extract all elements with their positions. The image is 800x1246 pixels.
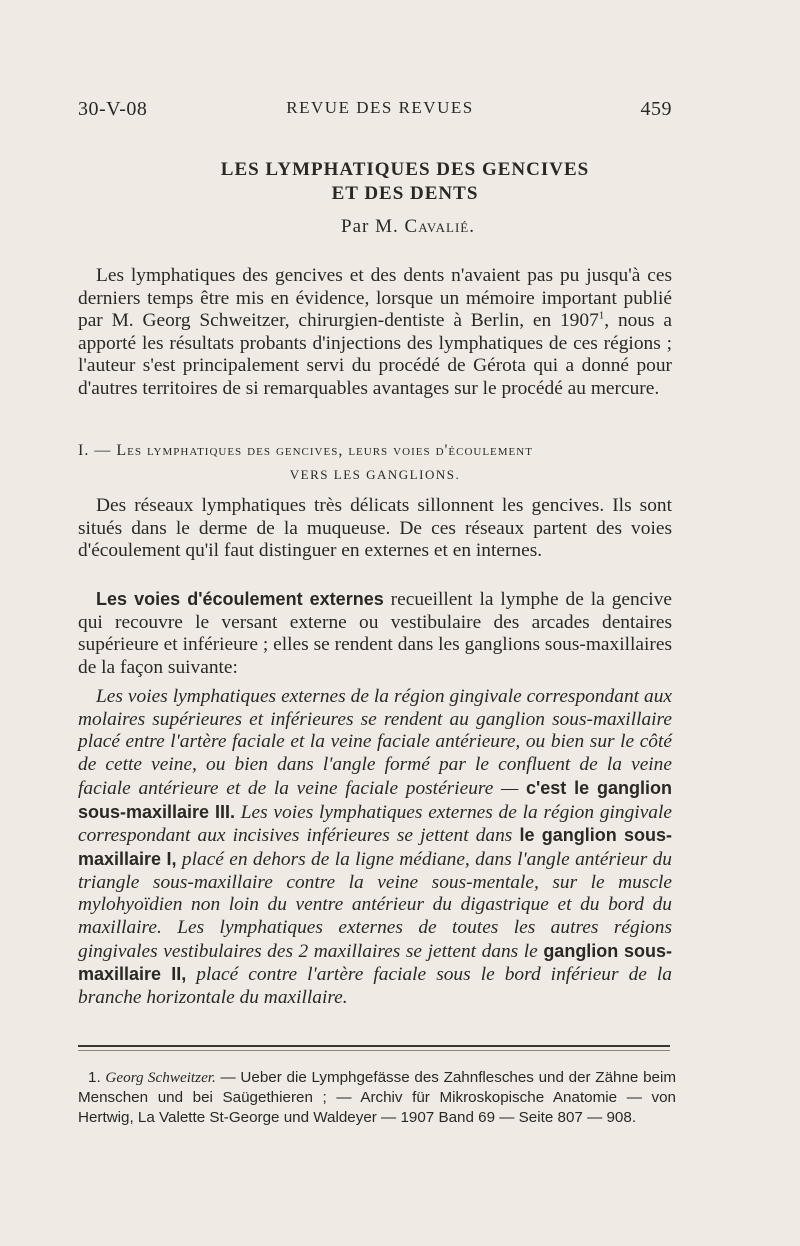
- article-title: [78, 158, 672, 206]
- external-routes-term: Les voies d'écoulement externes: [96, 589, 384, 609]
- paragraph-italic-description: [78, 686, 672, 1010]
- italic-text-1: Les voies lymphatiques externes de la région gingivale correspondant aux molaires supérieures et inférieures se rendent au ganglion sous-maxillaire placé entre l'artère faciale et la veine faciale antérieure, ou bien sur le côté de cette veine, ou bien dans l'angle formé par le confluent de la veine faciale antérieure et de la veine faciale postérieure —: [78, 686, 672, 799]
- ganglion-iii-term: c'est le ganglion sous-maxillaire III.: [78, 777, 672, 822]
- section-heading-line-1: I. — Les lymphatiques des gencives, leurs voies d'écoulement: [78, 442, 533, 459]
- section-heading-line-2: VERS LES GANGLIONS.: [289, 467, 461, 482]
- ganglion-ii-term: ganglion sous-maxillaire II,: [78, 940, 673, 985]
- title-line-2: ET DES DENTS: [331, 183, 479, 204]
- footnote-text: — Ueber die Lymphgefässe des Zahnflesches und der Zähne beim Menschen und bei Saügethieren ; — Archiv für Mikroskopische Anatomie — von Hertwig, La Valette St-George und Waldeyer — 1907 Band 69 — Seite 807 — 908.: [78, 1069, 676, 1126]
- paragraph-external-routes: [78, 588, 672, 679]
- ganglion-i-term: le ganglion sous-maxillaire I,: [78, 825, 672, 869]
- running-header: [78, 98, 672, 128]
- header-page-number: 459: [640, 98, 672, 120]
- footnote-divider: [78, 1045, 670, 1047]
- author-line: [78, 216, 672, 238]
- footnote: [78, 1068, 676, 1128]
- paragraph-networks: [78, 495, 672, 563]
- paragraph-networks-text: Des réseaux lymphatiques très délicats sillonnent les gencives. Ils sont situés dans le derme de la muqueuse. De ces réseaux partent des voies d'écoulement qu'il faut distinguer en externes et en internes.: [78, 495, 672, 562]
- section-heading: [78, 440, 672, 486]
- author-prefix: Par M.: [341, 216, 399, 237]
- italic-text-3: placé en dehors de la ligne médiane, dans l'angle antérieur du triangle sous-maxillaire contre la veine sous-mentale, sur le muscle mylohyoïdien non loin du ventre antérieur du digastrique et du bord du maxillaire. Les lymphatiques externes de toutes les autres régions gingivales vestibulaires des 2 maxillaires se jettent dans le: [78, 848, 672, 962]
- header-journal: REVUE DES REVUES: [286, 98, 474, 117]
- footnote-ref: 1: [598, 309, 605, 322]
- header-date: 30-V-08: [78, 98, 148, 120]
- footnote-author: Georg Schweitzer.: [105, 1069, 216, 1086]
- intro-text-b: , nous a apporté les résultats probants d'injections des lymphatiques de ces régions ; l'auteur s'est principalement servi du procédé de Gérota qui a donné pour d'autres territoires de si remarquables avantages sur le procédé au mercure.: [78, 310, 672, 399]
- external-routes-text: recueillent la lymphe de la gencive qui recouvre le versant externe ou vestibulaire des arcades dentaires supérieure et inférieure ; elles se rendent dans les ganglions sous-maxillaires de la façon suivante:: [78, 589, 672, 678]
- footnote-divider-thin: [78, 1050, 670, 1051]
- title-line-1: LES LYMPHATIQUES DES GENCIVES: [220, 159, 590, 180]
- intro-text-a: Les lymphatiques des gencives et des dents n'avaient pas pu jusqu'à ces derniers temps être mis en évidence, lorsque un mémoire important publié par M. Georg Schweitzer, chirurgien-dentiste à Berlin, en 1907: [78, 265, 672, 332]
- italic-text-2: Les voies lymphatiques externes de la région gingivale correspondant aux incisives inférieures se jettent dans: [78, 801, 672, 847]
- author-name: Cavalié.: [404, 216, 475, 237]
- intro-paragraph: [78, 265, 672, 401]
- italic-text-4: placé contre l'artère faciale sous le bord inférieur de la branche horizontale du maxillaire.: [78, 964, 672, 1009]
- footnote-number: 1.: [88, 1069, 101, 1086]
